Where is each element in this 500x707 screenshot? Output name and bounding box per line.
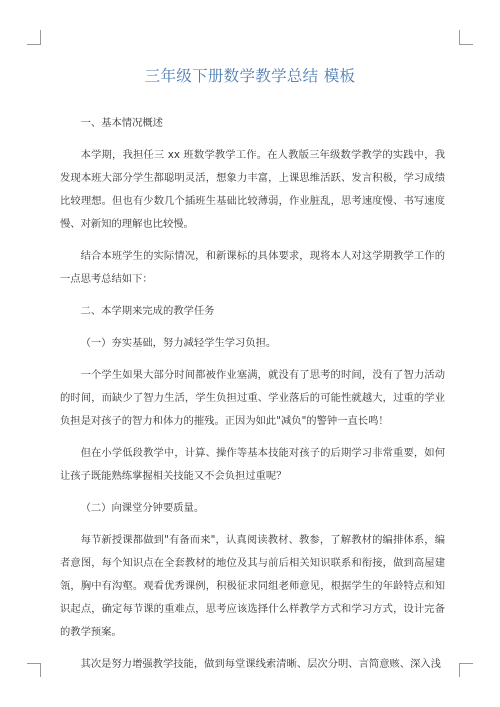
subsection-heading-classroom-quality: （二）向课堂分钟要质量。 [80, 502, 205, 514]
document-title: 三年级下册数学教学总结 模板 [144, 67, 356, 85]
crop-mark-bottom-right [459, 663, 460, 677]
paragraph: 每节新授课都做到"有备而来"，认真阅读教材、教参，了解教材的编排体系，编者意图，每个知识点在全套教材的地位及其与前后相关知识联系和衔接，做到高屋建瓴，胸中有沟壑。观看优秀课例，积极征求同组老师意见，根据学生的年龄特点和知识起点，确定每节课的重难点，思考应该选择什么样教学方式和学习方式，设计完备的教学预案。 [60, 534, 445, 638]
document-body [60, 112, 445, 685]
section-heading-basic-overview: 一、基本情况概述 [80, 117, 163, 129]
paragraph: 其次是努力增强教学技能，做到每堂课线索清晰、层次分明、言简意赅、深入浅 [80, 658, 441, 670]
crop-mark-bottom-left [40, 663, 41, 677]
paragraph: 但在小学低段教学中，计算、操作等基本技能对孩子的后期学习非常重要，如何让孩子既能熟练掌握相关技能又不会负担过重呢？ [60, 447, 445, 482]
crop-mark-bottom-right [459, 663, 473, 664]
section-heading-teaching-tasks: 二、本学期来完成的教学任务 [80, 305, 215, 317]
crop-mark-bottom-left [27, 663, 41, 664]
crop-mark-top-left [27, 44, 41, 45]
subsection-heading-foundation: （一）夯实基础，努力减轻学生学习负担。 [80, 337, 277, 349]
paragraph: 一个学生如果大部分时间都被作业塞满，就没有了思考的时间，没有了智力活动的时间，而缺少了智力生活，学生负担过重、学业落后的可能性就越大，过重的学业负担是对孩子的智力和体力的摧残。正因为如此"减负"的警钟一直长鸣！ [60, 369, 445, 427]
paragraph: 本学期，我担任三 xx 班数学教学工作。在人教版三年级数学教学的实践中，我发现本班大部分学生都聪明灵活，想象力丰富，上课思维活跃、发言积极，学习成绩比较理想。但也有少数几个插班生基础比较薄弱，作业脏乱，思考速度慢、书写速度慢、对新知的理解也比较慢。 [60, 149, 445, 230]
crop-mark-top-right [459, 30, 460, 44]
crop-mark-top-left [40, 30, 41, 44]
crop-mark-top-right [459, 44, 473, 45]
paragraph: 结合本班学生的实际情况，和新课标的具体要求，现将本人对这学期教学工作的一点思考总结如下： [60, 250, 445, 285]
